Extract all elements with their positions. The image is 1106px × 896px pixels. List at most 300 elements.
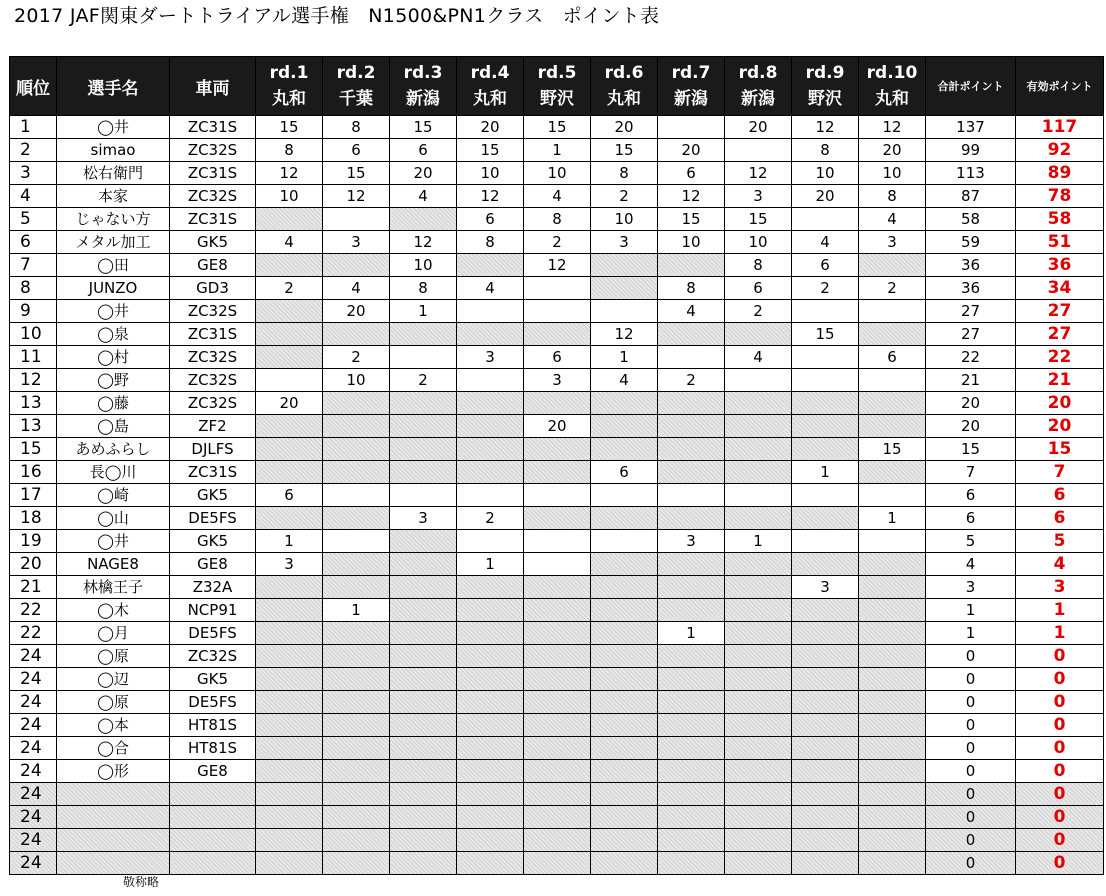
header-row: [10, 57, 1104, 116]
round-points-cell: [524, 668, 591, 691]
total-points-cell: 22: [926, 346, 1016, 369]
car-cell: ZC31S: [170, 162, 256, 185]
table-row: [10, 691, 1104, 714]
round-venue: 丸和: [875, 89, 909, 109]
round-points-cell: [457, 806, 524, 829]
round-points-cell: [256, 806, 323, 829]
round-points-cell: [792, 530, 859, 553]
car-cell: GE8: [170, 254, 256, 277]
round-points-cell: 1: [524, 139, 591, 162]
round-points-cell: [859, 254, 926, 277]
round-points-cell: [725, 645, 792, 668]
table-row: [10, 277, 1104, 300]
round-points-cell: [725, 599, 792, 622]
round-points-cell: 3: [390, 507, 457, 530]
round-points-cell: [524, 438, 591, 461]
round-points-cell: [591, 277, 658, 300]
round-points-cell: 15: [524, 116, 591, 139]
rank-cell: 10: [10, 323, 57, 346]
round-points-cell: [524, 553, 591, 576]
round-number: rd.9: [805, 63, 845, 83]
round-points-cell: [859, 461, 926, 484]
round-points-cell: 6: [390, 139, 457, 162]
round-points-cell: [390, 760, 457, 783]
driver-name-cell: [57, 783, 170, 806]
round-points-cell: [390, 691, 457, 714]
round-points-cell: 1: [256, 530, 323, 553]
round-points-cell: 10: [524, 162, 591, 185]
round-points-cell: [524, 277, 591, 300]
round-points-cell: 12: [725, 162, 792, 185]
round-points-cell: 8: [792, 139, 859, 162]
total-points-cell: 15: [926, 438, 1016, 461]
round-points-cell: 2: [390, 369, 457, 392]
round-number: rd.1: [269, 63, 309, 83]
driver-name-cell: 本家: [57, 185, 170, 208]
table-row: [10, 507, 1104, 530]
round-points-cell: [524, 507, 591, 530]
car-cell: ZC32S: [170, 300, 256, 323]
round-points-cell: [390, 346, 457, 369]
round-points-cell: 20: [859, 139, 926, 162]
driver-name-cell: ◯田: [57, 254, 170, 277]
round-points-cell: [859, 553, 926, 576]
round-points-cell: [323, 530, 390, 553]
round-points-cell: [524, 300, 591, 323]
driver-name-cell: ◯泉: [57, 323, 170, 346]
round-venue: 野沢: [540, 89, 574, 109]
round-points-cell: [457, 461, 524, 484]
round-points-cell: [390, 599, 457, 622]
round-points-cell: [591, 737, 658, 760]
round-points-cell: 20: [390, 162, 457, 185]
car-cell: DE5FS: [170, 507, 256, 530]
effective-points-cell: 51: [1016, 231, 1104, 254]
header-total-points: 合計ポイント: [926, 57, 1016, 116]
car-cell: DE5FS: [170, 691, 256, 714]
effective-points-cell: 36: [1016, 254, 1104, 277]
round-points-cell: [658, 599, 725, 622]
table-row: [10, 461, 1104, 484]
rank-cell: 24: [10, 691, 57, 714]
table-row: [10, 530, 1104, 553]
round-points-cell: 8: [524, 208, 591, 231]
round-points-cell: [591, 484, 658, 507]
round-points-cell: 2: [792, 277, 859, 300]
round-points-cell: [390, 484, 457, 507]
round-points-cell: [591, 668, 658, 691]
header-round-8: [725, 57, 792, 116]
round-points-cell: [725, 323, 792, 346]
car-cell: ZC32S: [170, 645, 256, 668]
round-points-cell: [658, 691, 725, 714]
total-points-cell: 1: [926, 599, 1016, 622]
round-points-cell: [457, 737, 524, 760]
round-points-cell: 20: [591, 116, 658, 139]
effective-points-cell: 27: [1016, 323, 1104, 346]
round-points-cell: [591, 829, 658, 852]
round-number: rd.8: [738, 63, 778, 83]
round-points-cell: [524, 852, 591, 875]
round-points-cell: [859, 668, 926, 691]
round-points-cell: 8: [658, 277, 725, 300]
round-points-cell: 2: [859, 277, 926, 300]
total-points-cell: 36: [926, 277, 1016, 300]
effective-points-cell: 92: [1016, 139, 1104, 162]
round-points-cell: 3: [859, 231, 926, 254]
effective-points-cell: 0: [1016, 852, 1104, 875]
car-cell: ZC32S: [170, 139, 256, 162]
table-row: [10, 415, 1104, 438]
round-points-cell: [390, 392, 457, 415]
car-cell: ZF2: [170, 415, 256, 438]
round-points-cell: 12: [859, 116, 926, 139]
round-points-cell: [323, 208, 390, 231]
round-points-cell: [256, 783, 323, 806]
round-points-cell: [591, 806, 658, 829]
round-points-cell: [792, 300, 859, 323]
header-round-9: [792, 57, 859, 116]
table-row: [10, 139, 1104, 162]
header-round-10: [859, 57, 926, 116]
round-venue: 新潟: [406, 89, 440, 109]
round-points-cell: [725, 438, 792, 461]
round-points-cell: [658, 783, 725, 806]
table-row: [10, 300, 1104, 323]
round-points-cell: [591, 300, 658, 323]
round-points-cell: 2: [658, 369, 725, 392]
table-row: [10, 599, 1104, 622]
round-points-cell: [323, 576, 390, 599]
round-points-cell: 4: [390, 185, 457, 208]
round-points-cell: [591, 507, 658, 530]
round-points-cell: [390, 829, 457, 852]
round-points-cell: 1: [792, 461, 859, 484]
round-points-cell: 12: [390, 231, 457, 254]
round-points-cell: [390, 645, 457, 668]
round-points-cell: [256, 369, 323, 392]
round-points-cell: 3: [725, 185, 792, 208]
driver-name-cell: ◯崎: [57, 484, 170, 507]
round-points-cell: 12: [457, 185, 524, 208]
round-points-cell: [792, 208, 859, 231]
round-points-cell: [524, 737, 591, 760]
round-points-cell: [591, 714, 658, 737]
round-points-cell: [658, 254, 725, 277]
round-points-cell: [591, 438, 658, 461]
round-number: rd.2: [336, 63, 376, 83]
round-points-cell: [658, 323, 725, 346]
header-effective-points: 有効ポイント: [1016, 57, 1104, 116]
total-points-cell: 27: [926, 323, 1016, 346]
effective-points-cell: 7: [1016, 461, 1104, 484]
round-points-cell: 6: [591, 461, 658, 484]
car-cell: Z32A: [170, 576, 256, 599]
round-points-cell: [591, 622, 658, 645]
round-points-cell: [658, 346, 725, 369]
round-points-cell: [256, 668, 323, 691]
round-points-cell: 10: [256, 185, 323, 208]
driver-name-cell: ◯井: [57, 300, 170, 323]
round-points-cell: [390, 461, 457, 484]
round-points-cell: 1: [859, 507, 926, 530]
table-row: [10, 254, 1104, 277]
car-cell: GK5: [170, 668, 256, 691]
round-points-cell: [323, 507, 390, 530]
header-round-4: [457, 57, 524, 116]
round-points-cell: 6: [457, 208, 524, 231]
rank-cell: 21: [10, 576, 57, 599]
round-number: rd.10: [866, 63, 918, 83]
effective-points-cell: 6: [1016, 484, 1104, 507]
round-points-cell: 8: [725, 254, 792, 277]
effective-points-cell: 78: [1016, 185, 1104, 208]
round-points-cell: [658, 415, 725, 438]
round-points-cell: 4: [524, 185, 591, 208]
driver-name-cell: ◯井: [57, 530, 170, 553]
effective-points-cell: 89: [1016, 162, 1104, 185]
round-points-cell: [323, 714, 390, 737]
round-points-cell: 10: [658, 231, 725, 254]
round-points-cell: [390, 323, 457, 346]
round-points-cell: 1: [457, 553, 524, 576]
round-points-cell: [658, 645, 725, 668]
rank-cell: 4: [10, 185, 57, 208]
round-number: rd.3: [403, 63, 443, 83]
points-table: [9, 56, 1104, 875]
round-points-cell: [859, 852, 926, 875]
round-points-cell: [457, 829, 524, 852]
round-points-cell: [256, 254, 323, 277]
round-number: rd.6: [604, 63, 644, 83]
round-points-cell: [323, 484, 390, 507]
driver-name-cell: あめふらし: [57, 438, 170, 461]
total-points-cell: 0: [926, 691, 1016, 714]
round-points-cell: [591, 415, 658, 438]
effective-points-cell: 58: [1016, 208, 1104, 231]
car-cell: ZC31S: [170, 323, 256, 346]
round-points-cell: [859, 691, 926, 714]
round-points-cell: [390, 737, 457, 760]
round-points-cell: [859, 783, 926, 806]
car-cell: [170, 829, 256, 852]
round-points-cell: 15: [859, 438, 926, 461]
round-points-cell: [390, 576, 457, 599]
round-points-cell: 1: [323, 599, 390, 622]
round-points-cell: [658, 576, 725, 599]
round-points-cell: 4: [792, 231, 859, 254]
round-points-cell: [591, 760, 658, 783]
round-points-cell: [591, 254, 658, 277]
rank-cell: 24: [10, 783, 57, 806]
round-points-cell: [524, 599, 591, 622]
round-points-cell: 1: [390, 300, 457, 323]
round-venue: 野沢: [808, 89, 842, 109]
round-points-cell: [390, 668, 457, 691]
round-points-cell: 15: [390, 116, 457, 139]
round-points-cell: 2: [323, 346, 390, 369]
round-points-cell: [323, 852, 390, 875]
round-points-cell: [658, 116, 725, 139]
rank-cell: 22: [10, 599, 57, 622]
car-cell: ZC31S: [170, 461, 256, 484]
table-row: [10, 162, 1104, 185]
total-points-cell: 20: [926, 392, 1016, 415]
round-points-cell: [859, 369, 926, 392]
round-points-cell: 15: [323, 162, 390, 185]
round-points-cell: [524, 806, 591, 829]
round-points-cell: [390, 553, 457, 576]
round-points-cell: 10: [457, 162, 524, 185]
round-points-cell: 6: [658, 162, 725, 185]
car-cell: [170, 806, 256, 829]
driver-name-cell: [57, 852, 170, 875]
honorifics-note: 敬称略: [123, 875, 160, 889]
round-points-cell: 10: [859, 162, 926, 185]
round-points-cell: 3: [457, 346, 524, 369]
round-points-cell: 15: [658, 208, 725, 231]
round-points-cell: 12: [256, 162, 323, 185]
round-points-cell: [859, 576, 926, 599]
round-points-cell: 2: [591, 185, 658, 208]
rank-cell: 18: [10, 507, 57, 530]
driver-name-cell: JUNZO: [57, 277, 170, 300]
round-points-cell: [725, 139, 792, 162]
total-points-cell: 6: [926, 507, 1016, 530]
rank-cell: 24: [10, 737, 57, 760]
round-points-cell: [256, 415, 323, 438]
round-points-cell: [658, 737, 725, 760]
rank-cell: 8: [10, 277, 57, 300]
driver-name-cell: 松右衛門: [57, 162, 170, 185]
round-points-cell: [256, 622, 323, 645]
round-points-cell: [390, 415, 457, 438]
round-points-cell: [390, 622, 457, 645]
round-points-cell: 15: [457, 139, 524, 162]
round-points-cell: [658, 829, 725, 852]
total-points-cell: 21: [926, 369, 1016, 392]
round-points-cell: [658, 806, 725, 829]
round-points-cell: [256, 829, 323, 852]
round-points-cell: 8: [323, 116, 390, 139]
round-points-cell: 8: [457, 231, 524, 254]
rank-cell: 24: [10, 852, 57, 875]
round-points-cell: [524, 645, 591, 668]
round-points-cell: [457, 599, 524, 622]
car-cell: HT81S: [170, 737, 256, 760]
round-points-cell: [859, 599, 926, 622]
rank-cell: 24: [10, 668, 57, 691]
round-number: rd.7: [671, 63, 711, 83]
round-points-cell: [725, 737, 792, 760]
table-row: [10, 369, 1104, 392]
round-points-cell: 1: [591, 346, 658, 369]
round-points-cell: 15: [792, 323, 859, 346]
round-points-cell: 4: [859, 208, 926, 231]
effective-points-cell: 0: [1016, 806, 1104, 829]
round-points-cell: 4: [256, 231, 323, 254]
round-points-cell: 10: [591, 208, 658, 231]
table-row: [10, 231, 1104, 254]
round-points-cell: [524, 714, 591, 737]
rank-cell: 12: [10, 369, 57, 392]
round-points-cell: 12: [323, 185, 390, 208]
table-row: [10, 576, 1104, 599]
round-points-cell: 10: [390, 254, 457, 277]
driver-name-cell: ◯合: [57, 737, 170, 760]
driver-name-cell: メタル加工: [57, 231, 170, 254]
round-points-cell: [457, 714, 524, 737]
round-points-cell: [390, 530, 457, 553]
round-points-cell: [524, 829, 591, 852]
total-points-cell: 6: [926, 484, 1016, 507]
rank-cell: 24: [10, 806, 57, 829]
round-points-cell: [457, 576, 524, 599]
table-row: [10, 208, 1104, 231]
round-points-cell: [725, 576, 792, 599]
round-points-cell: [323, 806, 390, 829]
effective-points-cell: 4: [1016, 553, 1104, 576]
rank-cell: 24: [10, 829, 57, 852]
header-round-6: [591, 57, 658, 116]
round-points-cell: [792, 691, 859, 714]
round-points-cell: [725, 484, 792, 507]
round-points-cell: [859, 622, 926, 645]
round-points-cell: [591, 852, 658, 875]
rank-cell: 11: [10, 346, 57, 369]
table-row: [10, 737, 1104, 760]
round-points-cell: [390, 852, 457, 875]
round-points-cell: 12: [524, 254, 591, 277]
round-points-cell: 6: [725, 277, 792, 300]
table-row: [10, 484, 1104, 507]
round-points-cell: 1: [658, 622, 725, 645]
table-row: [10, 323, 1104, 346]
total-points-cell: 137: [926, 116, 1016, 139]
round-points-cell: [725, 783, 792, 806]
round-points-cell: [725, 760, 792, 783]
round-points-cell: 10: [792, 162, 859, 185]
rank-cell: 15: [10, 438, 57, 461]
effective-points-cell: 0: [1016, 714, 1104, 737]
effective-points-cell: 0: [1016, 760, 1104, 783]
round-venue: 新潟: [741, 89, 775, 109]
table-row: [10, 760, 1104, 783]
round-points-cell: [256, 300, 323, 323]
total-points-cell: 99: [926, 139, 1016, 162]
car-cell: GK5: [170, 530, 256, 553]
round-points-cell: 4: [725, 346, 792, 369]
round-points-cell: [256, 576, 323, 599]
round-points-cell: [457, 392, 524, 415]
round-points-cell: [859, 415, 926, 438]
round-points-cell: [792, 415, 859, 438]
round-points-cell: 12: [591, 323, 658, 346]
round-points-cell: 6: [859, 346, 926, 369]
round-points-cell: [323, 461, 390, 484]
round-points-cell: [792, 599, 859, 622]
effective-points-cell: 0: [1016, 645, 1104, 668]
round-points-cell: [256, 760, 323, 783]
car-cell: [170, 783, 256, 806]
round-points-cell: [859, 714, 926, 737]
table-row: [10, 116, 1104, 139]
driver-name-cell: ◯野: [57, 369, 170, 392]
round-points-cell: [323, 553, 390, 576]
round-points-cell: [457, 530, 524, 553]
round-points-cell: 20: [256, 392, 323, 415]
round-points-cell: 2: [524, 231, 591, 254]
